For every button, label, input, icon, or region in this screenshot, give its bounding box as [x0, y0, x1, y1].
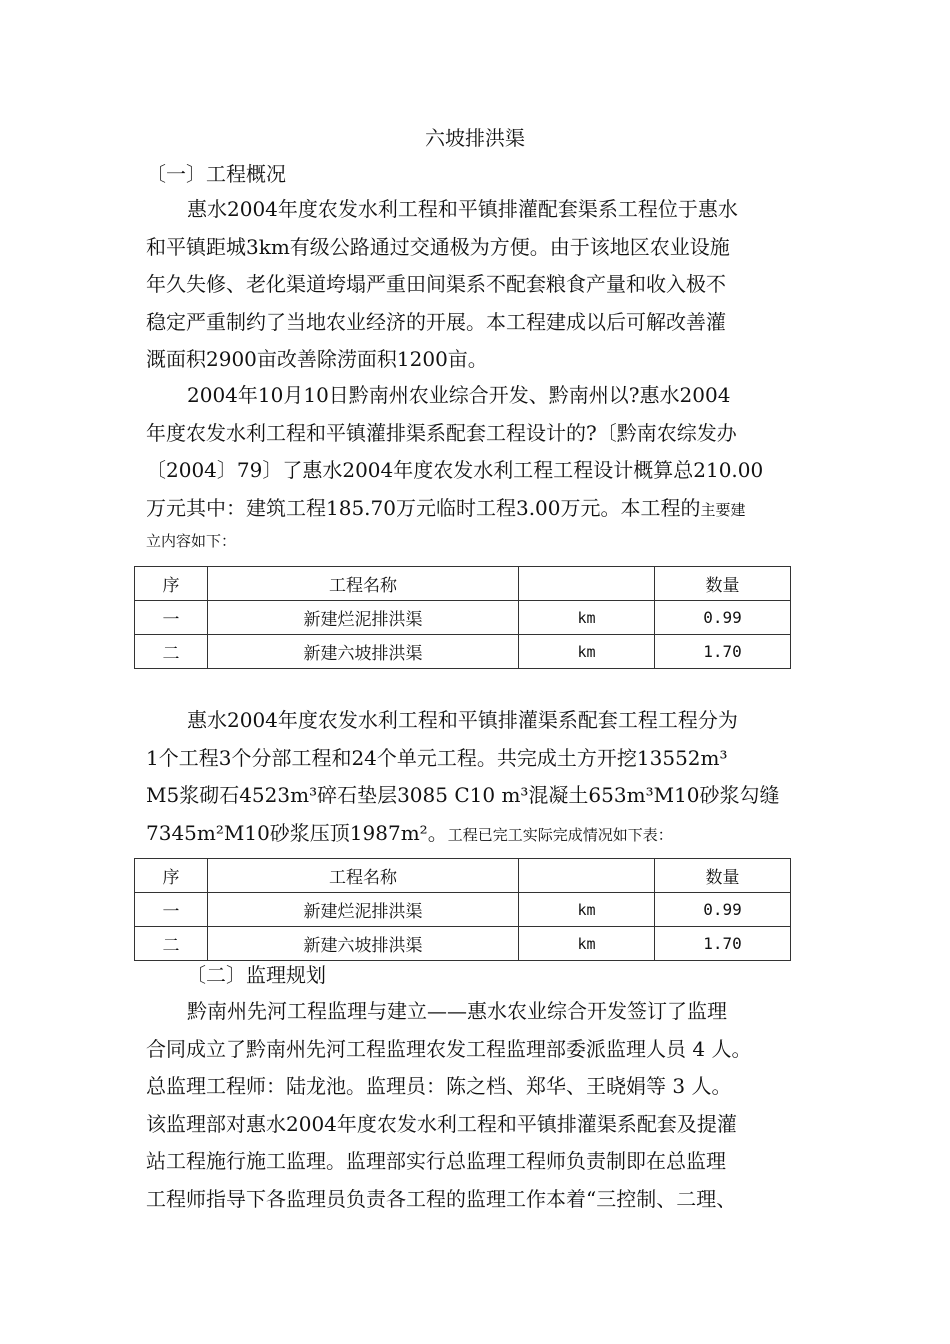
paragraph-line: M5浆砌石4523m³碎石垫层3085 C10 m³混凝土653m³M10砂浆勾缝	[146, 783, 780, 807]
paragraph-supervision	[146, 993, 814, 1218]
paragraph-line: 站工程施行施工监理。监理部实行总监理工程师负责制即在总监理	[146, 1149, 726, 1173]
cell-index: 二	[135, 927, 208, 961]
page-title: 六坡排洪渠	[425, 126, 525, 150]
paragraph-text: 万元其中：建筑工程185.70万元临时工程3.00万元。本工程的	[146, 495, 701, 520]
cell-name: 新建烂泥排洪渠	[208, 893, 519, 927]
header-cell-name: 工程名称	[208, 859, 519, 893]
header-cell-quantity: 数量	[655, 567, 791, 601]
cell-index: 一	[135, 893, 208, 927]
cell-index: 二	[135, 635, 208, 669]
cell-unit: km	[519, 927, 655, 961]
paragraph-line: 工程师指导下各监理员负责各工程的监理工作本着“三控制、二理、	[146, 1186, 737, 1211]
paragraph-text: 7345m²M10砂浆压顶1987m²。	[146, 820, 448, 845]
paragraph-line: 该监理部对惠水2004年度农发水利工程和平镇排灌渠系配套及提灌	[146, 1111, 737, 1136]
cell-unit: km	[519, 601, 655, 635]
table-header-row	[135, 859, 791, 893]
table-planned-works	[134, 566, 791, 669]
paragraph-line: 和平镇距城3km有级公路通过交通极为方便。由于该地区农业设施	[146, 234, 730, 259]
cell-unit: km	[519, 635, 655, 669]
paragraph-small-text: 工程已完工实际完成情况如下表：	[447, 825, 673, 844]
paragraph-completion	[146, 702, 814, 852]
paragraph-overview	[146, 191, 814, 379]
table-header-row	[135, 567, 791, 601]
paragraph-line: 年久失修、老化渠道垮塌严重田间渠系不配套粮食产量和收入极不	[146, 272, 726, 296]
paragraph-line-mixed	[146, 815, 814, 853]
header-cell-index: 序	[135, 567, 208, 601]
paragraph-line: 溉面积2900亩改善除涝面积1200亩。	[146, 347, 488, 371]
cell-quantity: 1.70	[655, 927, 791, 961]
paragraph-line: 〔2004〕79〕了惠水2004年度农发水利工程工程设计概算总210.00	[146, 458, 764, 482]
paragraph-line: 2004年10月10日黔南州农业综合开发、黔南州以?惠水2004	[187, 383, 731, 407]
cell-name: 新建六坡排洪渠	[208, 635, 519, 669]
paragraph-line-mixed	[146, 490, 814, 528]
paragraph-line: 年度农发水利工程和平镇灌排渠系配套工程设计的?〔黔南农综发办	[146, 420, 737, 445]
cell-name: 新建烂泥排洪渠	[208, 601, 519, 635]
paragraph-line: 稳定严重制约了当地农业经济的开展。本工程建成以后可解改善灌	[146, 309, 726, 334]
header-cell-quantity: 数量	[655, 859, 791, 893]
section-heading-overview: 〔一〕工程概况	[146, 162, 286, 186]
header-cell-unit	[519, 567, 655, 601]
section-heading-supervision: 〔二〕监理规划	[186, 963, 326, 987]
cell-quantity: 0.99	[655, 893, 791, 927]
paragraph-line: 合同成立了黔南州先河工程监理农发工程监理部委派监理人员 4 人。	[146, 1036, 752, 1061]
paragraph-approval	[146, 377, 814, 555]
paragraph-line: 惠水2004年度农发水利工程和平镇排灌渠系配套工程工程分为	[187, 708, 738, 732]
table-row	[135, 927, 791, 961]
cell-quantity: 1.70	[655, 635, 791, 669]
header-cell-index: 序	[135, 859, 208, 893]
table-completed-works	[134, 858, 791, 961]
paragraph-line: 惠水2004年度农发水利工程和平镇排灌配套渠系工程位于惠水	[187, 197, 738, 221]
header-cell-name: 工程名称	[208, 567, 519, 601]
paragraph-small-line: 立内容如下：	[146, 532, 237, 550]
table-row	[135, 893, 791, 927]
cell-unit: km	[519, 893, 655, 927]
cell-index: 一	[135, 601, 208, 635]
paragraph-line: 1个工程3个分部工程和24个单元工程。共完成土方开挖13552m³	[146, 745, 728, 770]
table-row	[135, 601, 791, 635]
paragraph-line: 黔南州先河工程监理与建立——惠水农业综合开发签订了监理	[187, 999, 727, 1023]
table-row	[135, 635, 791, 669]
paragraph-small-text: 主要建	[700, 500, 746, 519]
paragraph-line: 总监理工程师：陆龙池。监理员：陈之档、郑华、王晓娟等 3 人。	[146, 1074, 732, 1098]
header-cell-unit	[519, 859, 655, 893]
cell-quantity: 0.99	[655, 601, 791, 635]
cell-name: 新建六坡排洪渠	[208, 927, 519, 961]
